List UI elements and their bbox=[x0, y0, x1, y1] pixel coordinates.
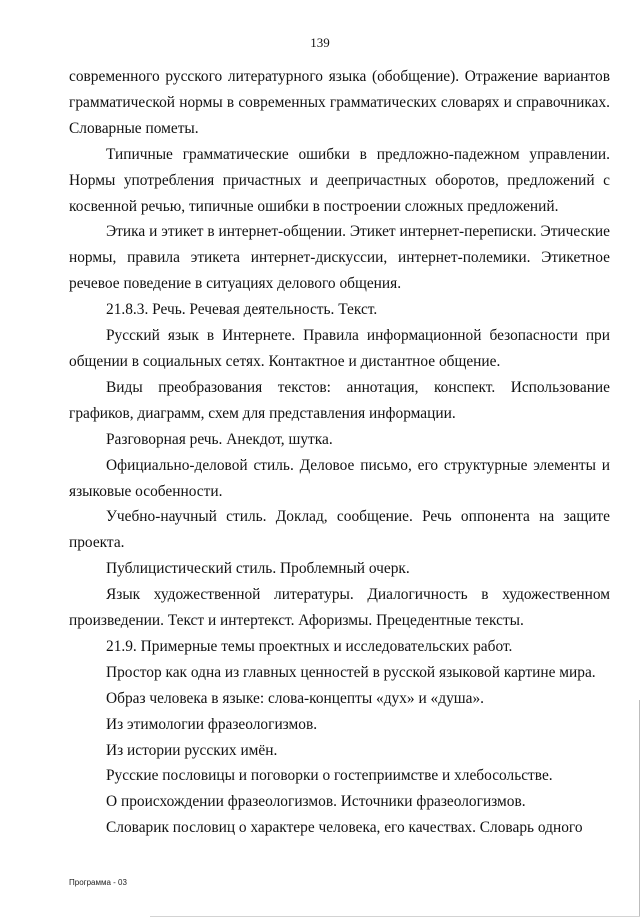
topic-proverb-dictionary: Словарик пословиц о характере человека, его качествах. Словарь одного bbox=[106, 819, 583, 837]
body-text bbox=[69, 64, 610, 841]
paragraph-scientific-style: Учебно-научный стиль. Доклад, сообщение. Речь оппонента на защите проекта. bbox=[69, 508, 610, 552]
section-heading-21-8-3: 21.8.3. Речь. Речевая деятельность. Текст. bbox=[106, 301, 378, 319]
paragraph-grammar-errors: Типичные грамматические ошибки в предложно-падежном управлении. Нормы употребления причастных и деепричастных оборотов, предложений с косвенной речью, типичные ошибки в построении сложных предложений. bbox=[69, 145, 610, 215]
paragraph-official-style: Официально-деловой стиль. Деловое письмо, его структурные элементы и языковые особенности. bbox=[69, 456, 610, 500]
paragraph-colloquial-speech: Разговорная речь. Анекдот, шутка. bbox=[106, 430, 333, 448]
footer-label: Программа - 03 bbox=[69, 878, 127, 887]
section-heading-21-9: 21.9. Примерные темы проектных и исследовательских работ. bbox=[106, 637, 513, 655]
topic-space-value: Простор как одна из главных ценностей в русской языковой картине мира. bbox=[106, 663, 596, 681]
topic-phraseology-origin: О происхождении фразеологизмов. Источники фразеологизмов. bbox=[106, 793, 526, 811]
paragraph-literary-language: Язык художественной литературы. Диалогичность в художественном произведении. Текст и интертекст. Афоризмы. Прецедентные тексты. bbox=[69, 586, 610, 630]
paragraph-text-transformation: Виды преобразования текстов: аннотация, конспект. Использование графиков, диаграмм, схем для представления информации. bbox=[69, 378, 610, 422]
topic-etymology: Из этимологии фразеологизмов. bbox=[106, 715, 318, 733]
paragraph-journalistic-style: Публицистический стиль. Проблемный очерк. bbox=[106, 560, 410, 578]
topic-human-image: Образ человека в языке: слова-концепты «дух» и «душа». bbox=[106, 689, 485, 707]
topic-proverbs-hospitality: Русские пословицы и поговорки о гостеприимстве и хлебосольстве. bbox=[106, 767, 553, 785]
page-number: 139 bbox=[310, 35, 330, 50]
paragraph-internet-etiquette: Этика и этикет в интернет-общении. Этикет интернет-переписки. Этические нормы, правила этикета интернет-дискуссии, интернет-полемики. Этикетное речевое поведение в ситуациях делового общения. bbox=[69, 223, 610, 293]
topic-names-history: Из истории русских имён. bbox=[106, 741, 278, 759]
paragraph-russian-on-internet: Русский язык в Интернете. Правила информационной безопасности при общении в социальных сетях. Контактное и дистантное общение. bbox=[69, 327, 610, 370]
paragraph-grammar-norm-variants: современного русского литературного языка (обобщение). Отражение вариантов грамматической нормы в современных грамматических словарях и справочниках. Словарные пометы. bbox=[69, 68, 610, 137]
